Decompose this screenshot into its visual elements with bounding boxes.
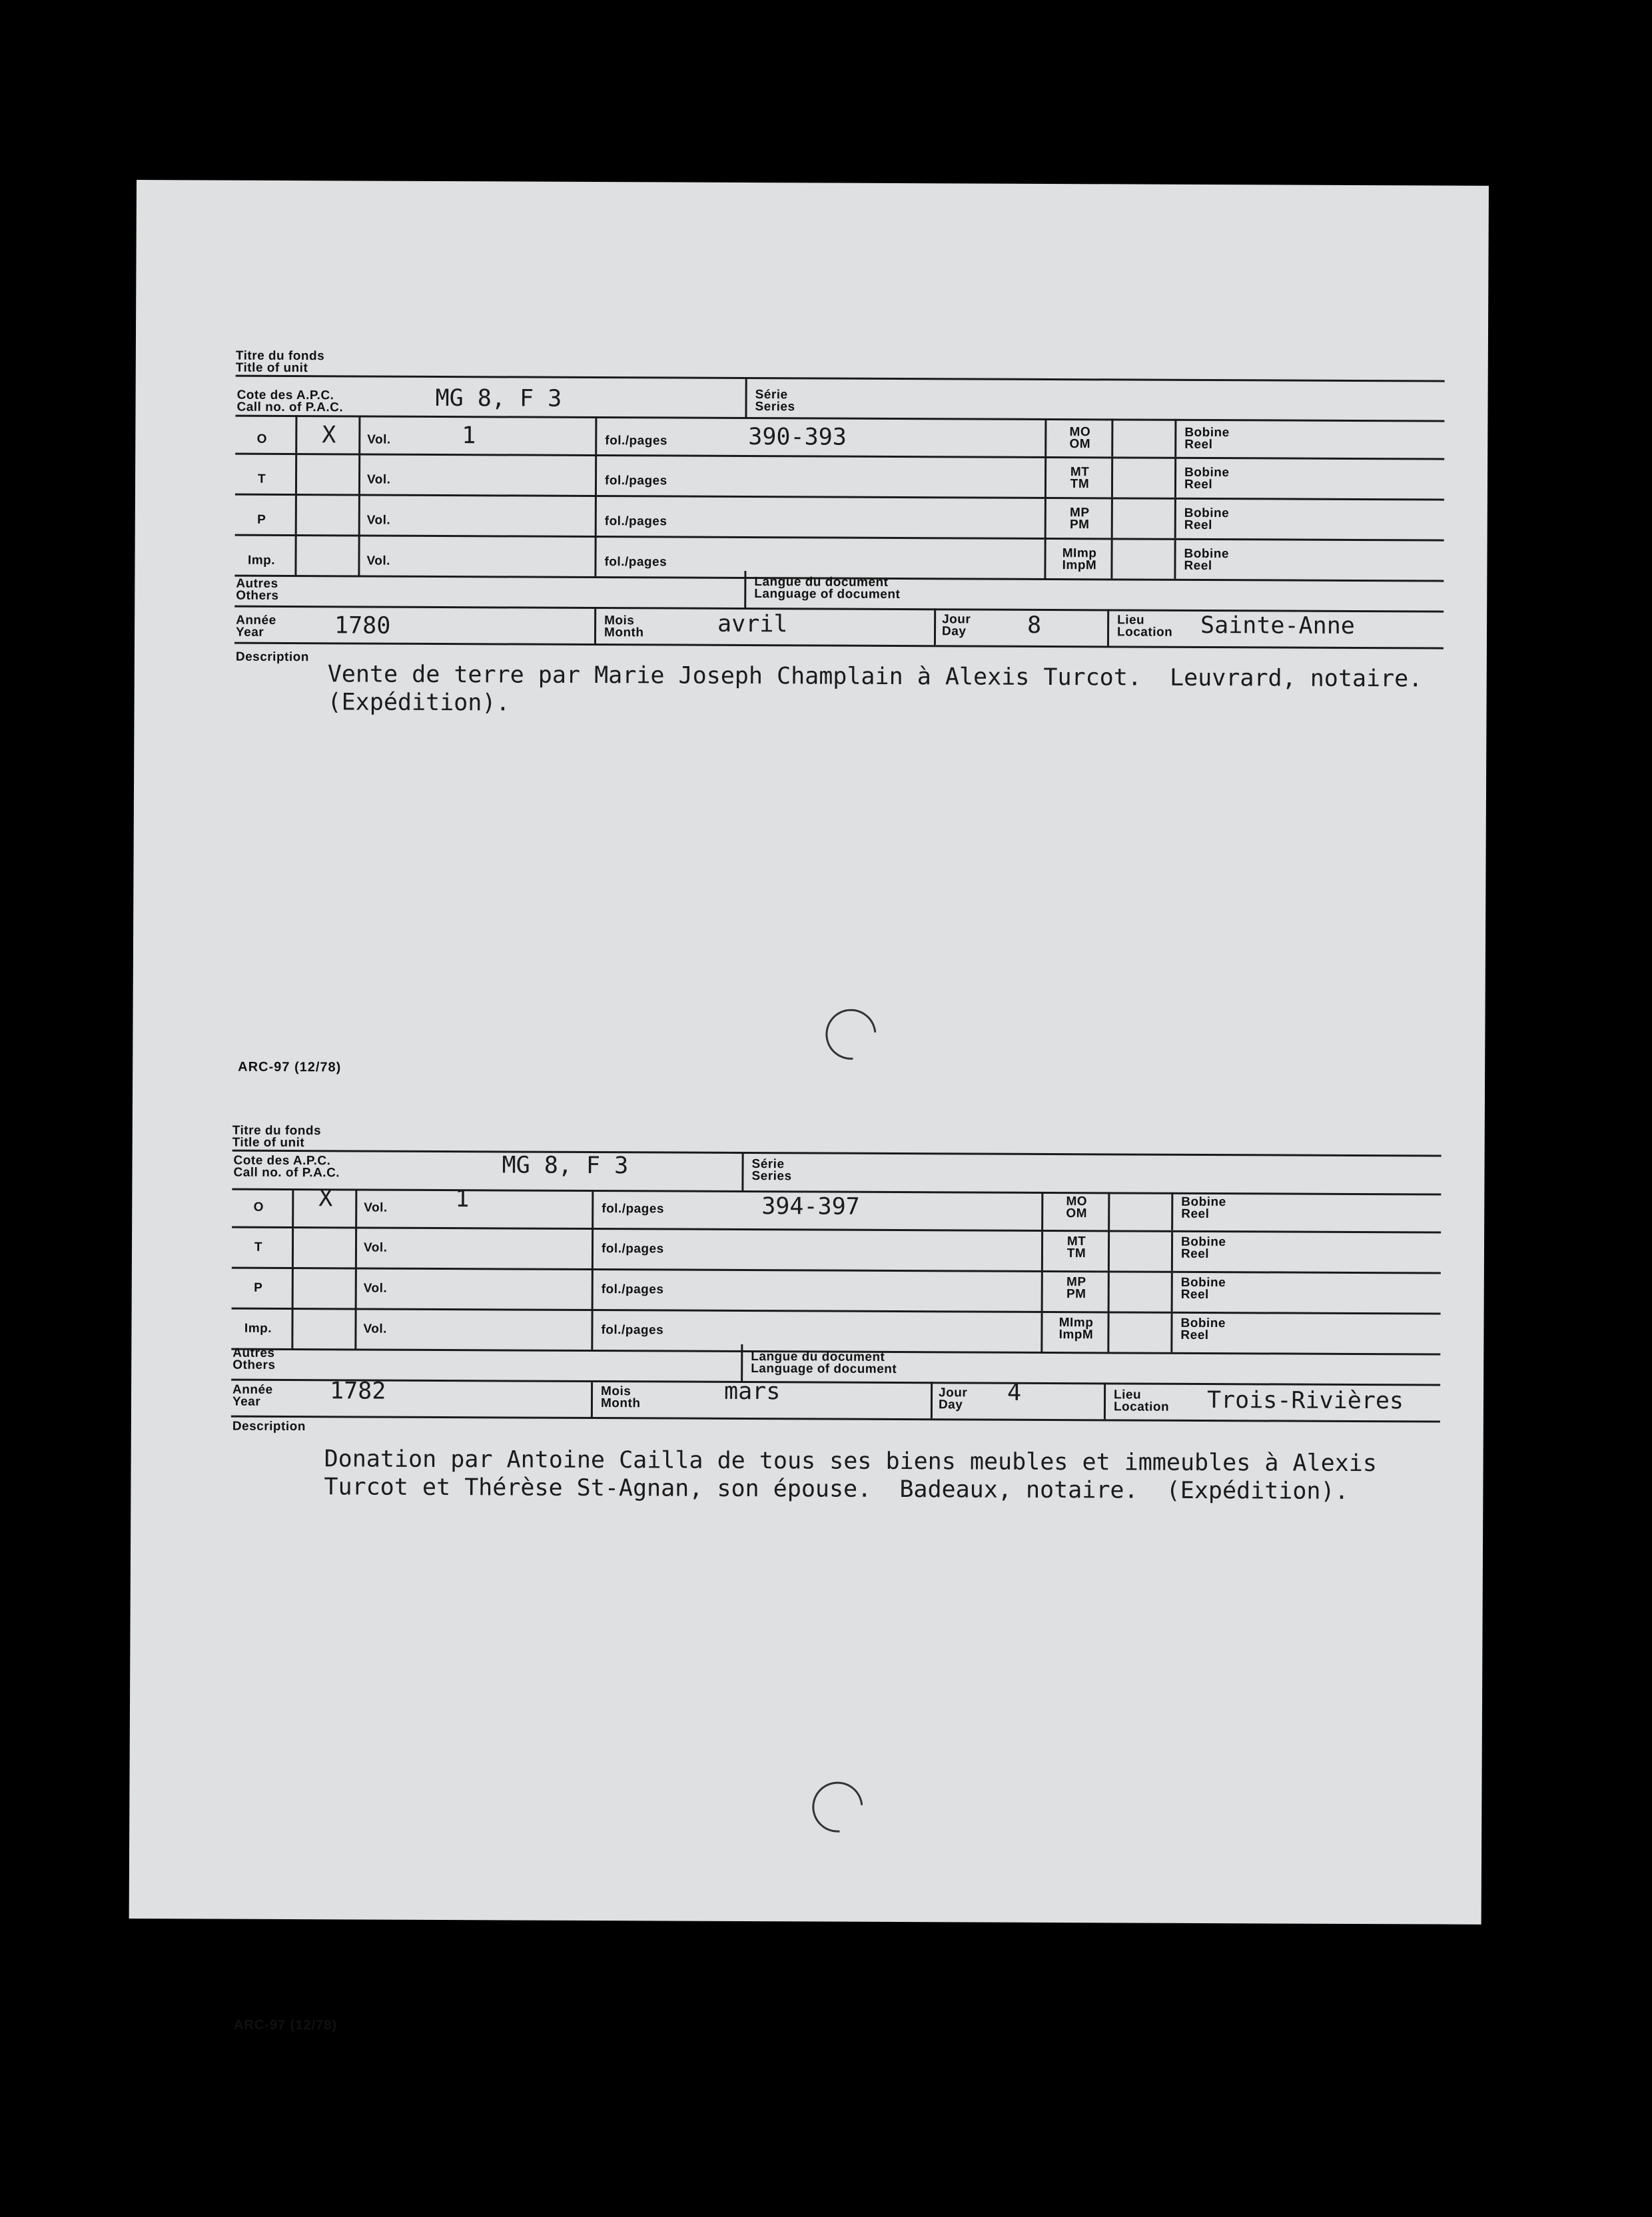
- vol-label: Vol.: [367, 432, 391, 447]
- date-row: [231, 1379, 1440, 1423]
- reel-label: Bobine Reel: [1180, 1234, 1226, 1262]
- vol-label: Vol.: [364, 1200, 388, 1215]
- year-label: Année Year: [235, 613, 276, 640]
- call-number-label: Cote des A.P.C. Call no. of P.A.C.: [236, 388, 344, 415]
- microform-label: MT TM: [1066, 1234, 1086, 1261]
- description-line-2: Turcot et Thérèse St-Agnan, son épouse. Badeaux, notaire. (Expédition).: [324, 1474, 1349, 1505]
- others-label: Autres Others: [232, 1346, 276, 1372]
- microform-label: MP PM: [1069, 506, 1090, 532]
- description-label: Description: [232, 1419, 306, 1434]
- format-mark: X: [322, 422, 336, 449]
- format-code: P: [257, 512, 266, 527]
- vol-value: 1: [462, 422, 476, 450]
- month-value: mars: [723, 1378, 781, 1406]
- location-value: Sainte-Anne: [1200, 612, 1355, 640]
- vol-label: Vol.: [363, 1240, 388, 1255]
- folio-value: 394-397: [761, 1193, 860, 1220]
- location-label: Lieu Location: [1113, 1388, 1170, 1414]
- call-number-label: Cote des A.P.C. Call no. of P.A.C.: [233, 1153, 340, 1180]
- day-label: Jour Day: [942, 612, 971, 639]
- form-code: ARC-97 (12/78): [233, 2017, 338, 2033]
- form-code: ARC-97 (12/78): [238, 1059, 342, 1075]
- vol-label: Vol.: [363, 1281, 388, 1296]
- title-of-unit-label: Titre du fonds Title of unit: [232, 1123, 322, 1150]
- folio-label: fol./pages: [601, 1242, 664, 1256]
- format-code: O: [253, 1200, 264, 1214]
- month-value: avril: [717, 610, 788, 638]
- year-label: Année Year: [232, 1382, 273, 1409]
- microform-label: MP PM: [1066, 1275, 1086, 1302]
- reel-label: Bobine Reel: [1184, 425, 1230, 452]
- vol-value: 1: [455, 1186, 470, 1213]
- series-label: Série Series: [755, 388, 795, 414]
- ring-mark-icon: [815, 999, 887, 1070]
- format-mark: X: [318, 1185, 333, 1212]
- format-code: T: [257, 472, 266, 486]
- description-line-1: Vente de terre par Marie Joseph Champlain à Alexis Turcot. Leuvrard, notaire.: [327, 661, 1423, 693]
- vol-label: Vol.: [366, 472, 391, 487]
- year-value: 1780: [334, 612, 391, 640]
- format-code: Imp.: [247, 553, 276, 568]
- reel-label: Bobine Reel: [1180, 1316, 1226, 1343]
- format-table: [231, 1185, 1441, 1356]
- reel-label: Bobine Reel: [1184, 465, 1230, 492]
- format-code: Imp.: [244, 1321, 272, 1336]
- format-row-p: [235, 496, 1444, 542]
- index-card-2: [232, 1123, 1442, 2033]
- day-label: Jour Day: [938, 1386, 968, 1412]
- folio-label: fol./pages: [601, 1323, 664, 1338]
- microform-label: MO OM: [1069, 425, 1091, 452]
- month-label: Mois Month: [604, 614, 644, 640]
- month-label: Mois Month: [600, 1384, 641, 1411]
- year-value: 1782: [329, 1378, 386, 1405]
- format-row-t: [232, 1228, 1441, 1274]
- description-label: Description: [235, 650, 309, 665]
- description-line-2: (Expédition).: [327, 689, 510, 717]
- format-row-o: [235, 415, 1444, 460]
- vol-label: Vol.: [363, 1322, 387, 1336]
- call-number-value: MG 8, F 3: [502, 1152, 629, 1180]
- microform-label: MImp ImpM: [1062, 546, 1097, 573]
- microform-label: MT TM: [1070, 465, 1090, 492]
- folio-value: 390-393: [748, 424, 847, 451]
- location-value: Trois-Rivières: [1206, 1387, 1404, 1415]
- description-line-1: Donation par Antoine Cailla de tous ses biens meubles et immeubles à Alexis: [324, 1446, 1378, 1478]
- folio-label: fol./pages: [601, 1282, 664, 1297]
- format-code: P: [254, 1280, 263, 1295]
- folio-label: fol./pages: [605, 434, 668, 448]
- series-label: Série Series: [751, 1157, 792, 1184]
- reel-label: Bobine Reel: [1181, 1194, 1226, 1222]
- reel-label: Bobine Reel: [1184, 546, 1230, 574]
- document-sheet: [129, 180, 1489, 2033]
- day-value: 8: [1027, 612, 1042, 639]
- call-number-value: MG 8, F 3: [435, 384, 562, 412]
- folio-label: fol./pages: [604, 555, 667, 570]
- folio-label: fol./pages: [604, 514, 667, 529]
- format-row-p: [232, 1269, 1441, 1315]
- vol-label: Vol.: [366, 554, 390, 568]
- vol-label: Vol.: [366, 513, 391, 528]
- language-label: Langue du document Language of document: [754, 575, 901, 602]
- microform-label: MImp ImpM: [1058, 1316, 1094, 1342]
- format-row-o: [232, 1185, 1441, 1234]
- folio-label: fol./pages: [604, 474, 667, 488]
- others-label: Autres Others: [236, 576, 279, 603]
- format-row-t: [235, 455, 1444, 501]
- folio-label: fol./pages: [602, 1202, 664, 1216]
- reel-label: Bobine Reel: [1180, 1275, 1226, 1302]
- index-card-1: [235, 348, 1445, 1075]
- format-table: [234, 415, 1444, 582]
- ring-mark-icon: [802, 1771, 873, 1843]
- title-of-unit-label: Titre du fonds Title of unit: [235, 348, 325, 376]
- reel-label: Bobine Reel: [1184, 506, 1230, 533]
- date-row: [234, 606, 1444, 650]
- format-code: O: [256, 432, 267, 446]
- location-label: Lieu Location: [1117, 613, 1173, 640]
- microform-label: MO OM: [1066, 1194, 1088, 1221]
- format-code: T: [254, 1240, 263, 1254]
- day-value: 4: [1007, 1379, 1022, 1406]
- language-label: Langue du document Language of document: [751, 1350, 897, 1376]
